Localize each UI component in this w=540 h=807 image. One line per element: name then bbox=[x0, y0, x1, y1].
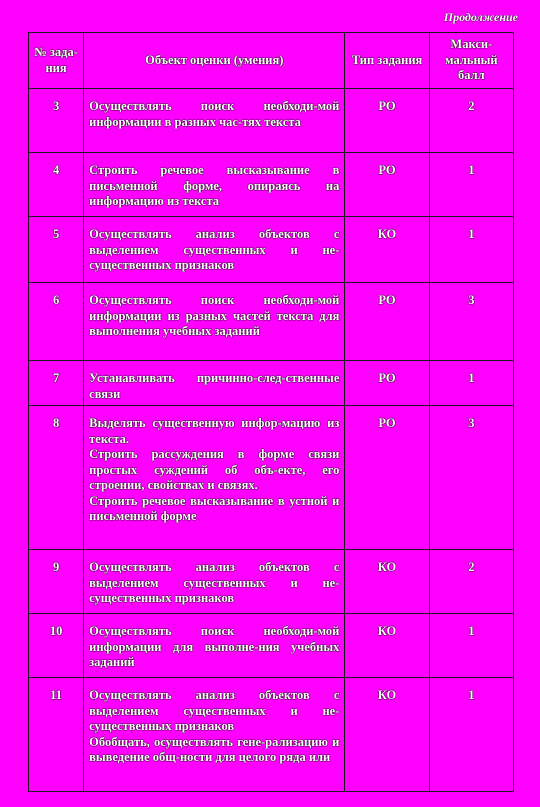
table-body bbox=[29, 89, 514, 792]
max-score: 1 bbox=[429, 361, 513, 406]
max-score: 3 bbox=[429, 406, 513, 550]
table-header-row bbox=[29, 33, 514, 89]
max-score: 3 bbox=[429, 283, 513, 361]
task-type: РО bbox=[345, 153, 429, 217]
col-header-num: № зада-ния bbox=[29, 33, 84, 89]
object-text: Осуществлять анализ объектов с выделением существенных и не-существенных признаков bbox=[89, 560, 340, 605]
object-text: Устанавливать причинно-след-ственные связи bbox=[89, 371, 340, 401]
col-header-object: Объект оценки (умения) bbox=[84, 33, 345, 89]
task-number: 3 bbox=[29, 89, 84, 153]
task-number: 5 bbox=[29, 217, 84, 283]
max-score: 1 bbox=[429, 678, 513, 792]
max-score: 1 bbox=[429, 217, 513, 283]
object-text: Обобщать, осуществлять гене-рализацию и выведение общ-ности для целого ряда или bbox=[89, 734, 340, 764]
task-type: КО bbox=[345, 217, 429, 283]
object-text: Осуществлять поиск необходи-мой информации в разных час-тях текста bbox=[89, 99, 340, 129]
task-number: 7 bbox=[29, 361, 84, 406]
assessment-object bbox=[84, 217, 345, 283]
col-header-type: Тип задания bbox=[345, 33, 429, 89]
col-header-max: Макси-мальный балл bbox=[429, 33, 513, 89]
assessment-object bbox=[84, 89, 345, 153]
object-text: Осуществлять анализ объектов с выделением существенных и не-существенных признаков bbox=[89, 227, 340, 272]
task-type: РО bbox=[345, 89, 429, 153]
table-row bbox=[29, 153, 514, 217]
task-type: КО bbox=[345, 678, 429, 792]
task-number: 8 bbox=[29, 406, 84, 550]
table-row bbox=[29, 361, 514, 406]
task-type: РО bbox=[345, 406, 429, 550]
max-score: 2 bbox=[429, 550, 513, 614]
task-number: 9 bbox=[29, 550, 84, 614]
task-type: РО bbox=[345, 283, 429, 361]
object-text: Осуществлять анализ объектов с выделением существенных и не-существенных признаков bbox=[89, 688, 340, 733]
continuation-note: Продолжение bbox=[443, 10, 518, 24]
max-score: 1 bbox=[429, 153, 513, 217]
task-number: 6 bbox=[29, 283, 84, 361]
assessment-table bbox=[28, 32, 514, 792]
object-text: Осуществлять поиск необходи-мой информации для выполне-ния учебных заданий bbox=[89, 624, 340, 669]
max-score: 1 bbox=[429, 614, 513, 678]
table-row bbox=[29, 89, 514, 153]
assessment-object bbox=[84, 406, 345, 550]
object-text: Строить рассуждения в форме связи простых суждений об объ-екте, его строении, свойствах и связях. bbox=[89, 447, 340, 492]
max-score: 2 bbox=[429, 89, 513, 153]
table-row bbox=[29, 283, 514, 361]
table-row bbox=[29, 614, 514, 678]
task-type: КО bbox=[345, 550, 429, 614]
task-number: 4 bbox=[29, 153, 84, 217]
assessment-object bbox=[84, 678, 345, 792]
assessment-object bbox=[84, 153, 345, 217]
table-row bbox=[29, 550, 514, 614]
task-number: 10 bbox=[29, 614, 84, 678]
object-text: Строить речевое высказывание в письменной форме, опираясь на информацию из текста bbox=[89, 163, 340, 208]
assessment-object bbox=[84, 550, 345, 614]
assessment-object bbox=[84, 614, 345, 678]
table-row bbox=[29, 406, 514, 550]
object-text: Строить речевое высказывание в устной и письменной форме bbox=[89, 493, 340, 523]
assessment-object bbox=[84, 361, 345, 406]
assessment-object bbox=[84, 283, 345, 361]
task-type: РО bbox=[345, 361, 429, 406]
task-type: КО bbox=[345, 614, 429, 678]
table-row bbox=[29, 217, 514, 283]
task-number: 11 bbox=[29, 678, 84, 792]
object-text: Осуществлять поиск необходи-мой информации из разных частей текста для выполнения учебных заданий bbox=[89, 293, 340, 338]
object-text: Выделять существенную инфор-мацию из текста. bbox=[89, 416, 340, 446]
table-row bbox=[29, 678, 514, 792]
